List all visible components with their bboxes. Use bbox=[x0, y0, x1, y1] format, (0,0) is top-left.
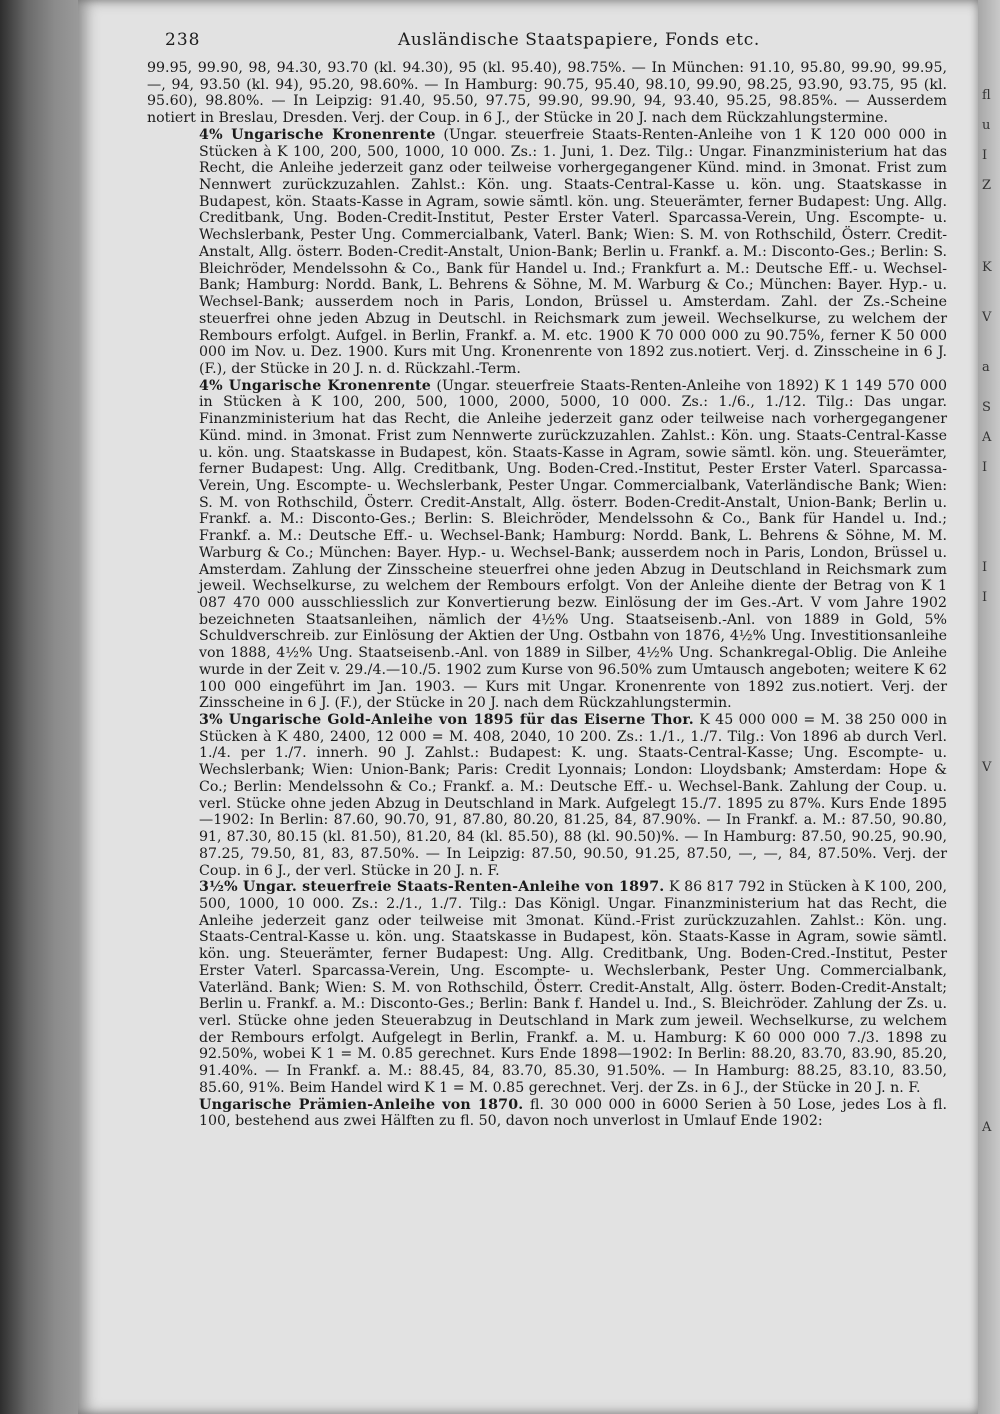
paragraph-kronenrente-1 bbox=[147, 127, 947, 378]
section-heading: 3½% Ungar. steuerfreie Staats-Renten-Anleihe von 1897. bbox=[199, 879, 665, 896]
section-heading: 3% Ungarische Gold-Anleihe von 1895 für das Eiserne Thor. bbox=[199, 712, 694, 729]
margin-fragment: I bbox=[982, 560, 988, 575]
margin-fragment: K bbox=[982, 260, 992, 275]
margin-fragment: A bbox=[982, 1120, 992, 1135]
paragraph-praemien-anleihe bbox=[147, 1097, 947, 1130]
section-heading: Ungarische Prämien-Anleihe von 1870. bbox=[199, 1096, 524, 1113]
paragraph-text: 99.95, 99.90, 98, 94.30, 93.70 (kl. 94.30), 95 (kl. 95.40), 98.75%. — In München: 91.10, 95.80, 99.90, 99.95, —, 94, 93.50 (kl. 94), 95.20, 98.60%. — In Hamburg: 90.75, 95.40, 98.10, 99.90, 98.25, 93.90, 93.75, 95 (kl. 95.60), 98.80%. — In Leipzig: 91.40, 95.50, 97.75, 99.90, 99.90, 94, 93.40, 95.25, 98.85%. — Ausserdem notiert in Breslau, Dresden. Verj. der Coup. in 6 J., der Stücke in 20 J. nach dem Rückzahlungstermine. bbox=[147, 60, 947, 127]
margin-fragment: V bbox=[982, 760, 992, 775]
section-heading: 4% Ungarische Kronenrente bbox=[199, 126, 436, 143]
margin-fragment: Z bbox=[982, 178, 992, 193]
paragraph-text: K 45 000 000 = M. 38 250 000 in Stücken à K 480, 2400, 12 000 = M. 408, 2040, 10 200. Zs.: 1./1., 1./7. Tilg.: Von 1896 ab durch Verl. 1./4. per 1./7. innerh. 90 J. Zahlst.: Budapest: K. ung. Staats-Central-Kasse; Ung. Escompte- u. Wechslerbank; Wien: Union-Bank; Paris: Credit Lyonnais; London: Lloydsbank; Amsterdam: Hope & Co.; Berlin: Mendelssohn & Co.; Frankf. a. M.: Deutsche Eff.- u. Wechsel-Bank. Zahlung der Coup. u. verl. Stücke ohne jeden Abzug in Deutschland in Mark. Aufgelegt 15./7. 1895 zu 87%. Kurs Ende 1895—1902: In Berlin: 87.60, 90.70, 91, 87.80, 80.20, 81.25, 84, 87.90%. — In Frankf. a. M.: 87.50, 90.80, 91, 87.30, 80.15 (kl. 81.50), 81.20, 84 (kl. 85.50), 88 (kl. 90.50)%. — In Hamburg: 87.50, 90.25, 90.90, 87.25, 79.50, 81, 83, 87.50%. — In Leipzig: 87.50, 90.50, 91.25, 87.50, —, —, 84, 87.50%. Verj. der Coup. in 6 J., der verl. Stücke in 20 J. n. F. bbox=[199, 712, 947, 879]
paragraph-kronenrente-2 bbox=[147, 378, 947, 712]
paragraph-continuation bbox=[147, 60, 947, 127]
margin-fragment: S bbox=[982, 400, 991, 415]
margin-fragment: u bbox=[982, 118, 991, 133]
margin-fragment: fl bbox=[982, 88, 991, 103]
running-header bbox=[165, 30, 945, 50]
paragraph-text: K 86 817 792 in Stücken à K 100, 200, 500, 1000, 10 000. Zs.: 2./1., 1./7. Tilg.: Das Königl. Ungar. Finanzministerium hat das Recht, die Anleihe jederzeit ganz oder teilweise mit 3monat. Künd.-Frist zurückzuzahlen. Zahlst.: Kön. ung. Staats-Central-Kasse u. kön. ung. Staatskasse in Budapest, kön. Staats-Kasse in Agram, sowie sämtl. kön. ung. Steuerämter, ferner Budapest: Ung. Allg. Creditbank, Ung. Boden-Cred.-Institut, Pester Erster Vaterl. Sparcassa-Verein, Ung. Escompte- u. Wechslerbank, Pester Ung. Commercialbank, Vaterländ. Bank; Wien: S. M. von Rothschild, Österr. Credit-Anstalt, Allg. österr. Boden-Credit-Anstalt; Berlin u. Frankf. a. M.: Disconto-Ges.; Berlin: Bank f. Handel u. Ind., S. Bleichröder. Zahlung der Zs. u. verl. Stücke ohne jeden Steuerabzug in Deutschland in Mark zum jeweil. Wechselkurse, zu welchem der Rembours erfolgt. Aufgelegt in Berlin, Frankf. a. M. u. Hamburg: K 60 000 000 7./3. 1898 zu 92.50%, wobei K 1 = M. 0.85 gerechnet. Kurs Ende 1898—1902: In Berlin: 88.20, 83.70, 83.90, 85.20, 91.40%. — In Frankf. a. M.: 88.45, 84, 83.70, 85.30, 91.50%. — In Hamburg: 88.25, 83.10, 83.50, 85.60, 91%. Beim Handel wird K 1 = M. 0.85 gerechnet. Verj. der Zs. in 6 J., der Stücke in 20 J. n. F. bbox=[199, 879, 947, 1096]
paragraph-text: (Ungar. steuerfreie Staats-Renten-Anleihe von 1892) K 1 149 570 000 in Stücken à K 100, 200, 500, 1000, 2000, 5000, 10 000. Zs.: 1./6., 1./12. Tilg.: Das ungar. Finanzministerium hat das Recht, die Anleihe jederzeit ganz oder teilweise nach vorhergegangener Künd. mind. in 3monat. Frist zum Nennwerte zurückzuzahlen. Zahlst.: Kön. ung. Staats-Central-Kasse u. kön. ung. Staatskasse in Budapest, kön. Staats-Kasse in Agram, sowie sämtl. kön. ung. Steuerämter, ferner Budapest: Ung. Allg. Creditbank, Ung. Boden-Cred.-Institut, Pester Erster Vaterl. Sparcassa-Verein, Ung. Escompte- u. Wechslerbank, Pester Ungar. Commercialbank, Vaterländische Bank; Wien: S. M. von Rothschild, Österr. Credit-Anstalt, Allg. österr. Boden-Credit-Anstalt, Union-Bank; Berlin u. Frankf. a. M.: Disconto-Ges.; Berlin: S. Bleichröder, Mendelssohn & Co., Bank für Handel u. Ind.; Frankf. a. M.: Deutsche Eff.- u. Wechsel-Bank; Hamburg: Nordd. Bank, L. Behrens & Söhne, M. M. Warburg & Co.; München: Bayer. Hyp.- u. Wechsel-Bank; ausserdem noch in Paris, London, Brüssel u. Amsterdam. Zahlung der Zinsscheine steuerfrei ohne jeden Abzug in Deutschland in Reichsmark zum jeweil. Wechselkurse, zu welchem der Rembours erfolgt. Von der Anleihe diente der Betrag von K 1 087 470 000 ausschliesslich zur Konvertierung bezw. Einlösung der im Ges.-Art. V vom Jahre 1902 bezeichneten Staatsanleihen, nämlich der 4½% Ung. Staatseisenb.-Anl. von 1889 in Gold, 5% Schuldverschreib. zur Einlösung der Aktien der Ung. Ostbahn von 1876, 4½% Ung. Investitionsanleihe von 1888, 4½% Ung. Staatseisenb.-Anl. von 1889 in Silber, 4½% Ung. Schankregal-Oblig. Die Anleihe wurde in der Zeit v. 29./4.—10./5. 1902 zum Kurse von 96.50% zum Umtausch angeboten; weitere K 62 100 000 eingeführt im Jan. 1903. — Kurs mit Ungar. Kronenrente von 1892 zus.notiert. Verj. der Zinsscheine in 6 J. (F.), der Stücke in 20 J. nach dem Rückzahlungstermin. bbox=[199, 377, 948, 712]
paragraph-text: fl. 30 000 000 in 6000 Serien à 50 Lose, jedes Los à fl. 100, bestehend aus zwei Hälften zu fl. 50, davon noch unverlost in Umlauf Ende 1902: bbox=[199, 1096, 947, 1130]
paragraph-renten-anleihe-1897 bbox=[147, 879, 947, 1096]
paragraph-text: (Ungar. steuerfreie Staats-Renten-Anleihe von 1 K 120 000 000 in Stücken à K 100, 200, 500, 1000, 10 000. Zs.: 1. Juni, 1. Dez. Tilg.: Ungar. Finanzministerium hat das Recht, die Anleihe jederzeit ganz oder teilweise vorhergegangener Künd. mind. in 3monat. Frist zum Nennwert zurückzuzahlen. Zahlst.: Kön. ung. Staats-Central-Kasse u. kön. ung. Staatskasse in Budapest, kön. Staats-Kasse in Agram, sowie sämtl. kön. ung. Steuerämter, ferner Budapest: Ung. Allg. Creditbank, Ung. Boden-Credit-Institut, Pester Erster Vaterl. Sparcassa-Verein, Ung. Escompte- u. Wechslerbank, Pester Ung. Commercialbank, Vaterl. Bank; Wien: S. M. von Rothschild, Österr. Credit-Anstalt, Allg. österr. Boden-Credit-Anstalt, Union-Bank; Berlin u. Frankf. a. M.: Disconto-Ges.; Berlin: S. Bleichröder, Mendelssohn & Co., Bank für Handel u. Ind.; Frankfurt a. M.: Deutsche Eff.- u. Wechsel-Bank; Hamburg: Nordd. Bank, L. Behrens & Söhne, M. M. Warburg & Co.; München: Bayer. Hyp.- u. Wechsel-Bank; ausserdem noch in Paris, London, Brüssel u. Amsterdam. Zahl. der Zs.-Scheine steuerfrei ohne jeden Abzug in Deutschl. in Reichsmark zum jeweil. Wechselkurse, zu welchem der Rembours erfolgt. Aufgel. in Berlin, Frankf. a. M. etc. 1900 K 70 000 000 zu 90.75%, ferner K 50 000 000 im Nov. u. Dez. 1900. Kurs mit Ung. Kronenrente von 1892 zus.notiert. Verj. d. Zinsscheine in 6 J. (F.), der Stücke in 20 J. n. d. Rückzahl.-Term. bbox=[199, 126, 948, 377]
margin-fragment: V bbox=[982, 310, 992, 325]
running-title: Ausländische Staatspapiere, Fonds etc. bbox=[398, 30, 760, 50]
page-number: 238 bbox=[165, 30, 201, 50]
book-spine-shadow bbox=[0, 0, 78, 1414]
margin-fragment: a bbox=[982, 360, 990, 375]
section-heading: 4% Ungarische Kronenrente bbox=[199, 377, 431, 394]
paragraph-gold-anleihe bbox=[147, 712, 947, 879]
margin-fragment: I bbox=[982, 460, 988, 475]
margin-fragment: A bbox=[982, 430, 992, 445]
page-body bbox=[147, 60, 947, 1360]
adjacent-page-edge bbox=[978, 0, 1000, 1414]
margin-fragment: I bbox=[982, 590, 988, 605]
margin-fragment: I bbox=[982, 148, 988, 163]
